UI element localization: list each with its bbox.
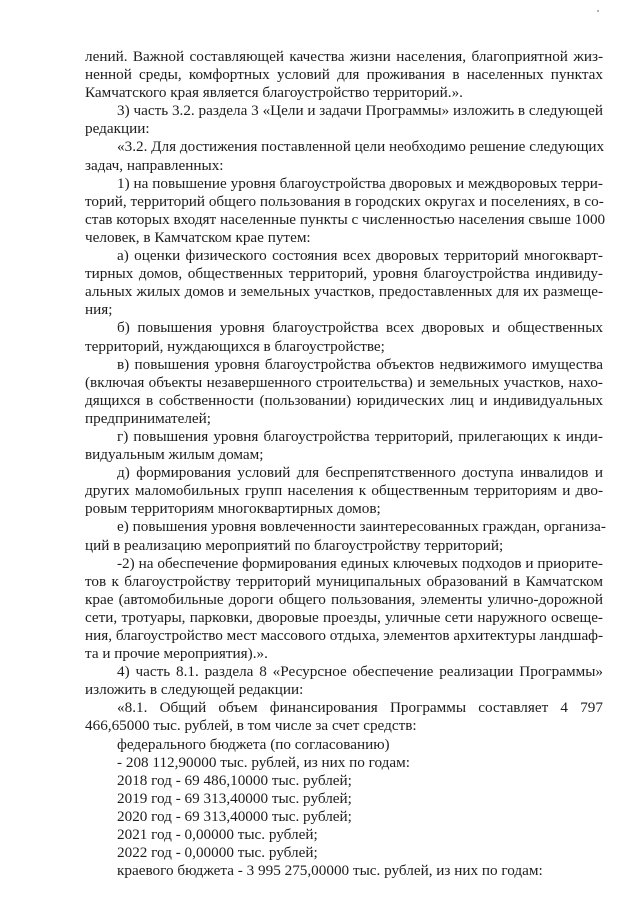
text-line: д) формирования условий для беспрепятственного доступа инвалидов и (117, 464, 603, 482)
text-line: предпринимателей; (85, 409, 211, 427)
scan-mark (597, 10, 599, 12)
text-line: ния, благоустройство мест массового отдыха, элементов архитектуры ландшаф- (85, 627, 604, 644)
text-line: -2) на обеспечение формирования единых ключевых подходов и приорите- (117, 554, 603, 572)
text-line: ровым территориям многоквартирных домов; (85, 500, 381, 518)
text-line: федерального бюджета (по согласованию) (117, 735, 390, 753)
text-line: 3) часть 3.2. раздела 3 «Цели и задачи Программы» изложить в следующей (117, 102, 603, 120)
text-line: «8.1. Общий объем финансирования Программы составляет 4 797 (117, 699, 603, 717)
text-line: альных жилых домов и земельных участков, предоставленных для их размеще- (85, 283, 603, 301)
text-line: торий, территорий общего пользования в городских округах и поселениях, в со- (85, 192, 604, 210)
text-line: задач, направленных: (85, 156, 224, 174)
text-line: а) оценки физического состояния всех дворовых территорий многокварт- (117, 247, 603, 265)
text-line: дящихся в собственности (пользовании) юридических лиц и индивидуальных (85, 391, 603, 409)
text-line: 1) на повышение уровня благоустройства дворовых и междворовых терри- (117, 174, 603, 192)
text-line: тов к благоустройству территорий муниципальных образований в Камчатском (85, 572, 603, 590)
text-line: 2020 год - 69 313,40000 тыс. рублей; (117, 807, 352, 825)
document-body (85, 48, 606, 880)
text-line: 2021 год - 0,00000 тыс. рублей; (117, 826, 318, 844)
text-line: 4) часть 8.1. раздела 8 «Ресурсное обеспечение реализации Программы» (117, 663, 603, 681)
text-line: 2018 год - 69 486,10000 тыс. рублей; (117, 771, 352, 789)
text-line: - 208 112,90000 тыс. рублей, из них по годам: (117, 753, 410, 771)
text-line: тирных домов, общественных территорий, уровня благоустройства индивиду- (85, 265, 603, 283)
text-line: видуальным жилым домам; (85, 446, 264, 464)
text-line: 2022 год - 0,00000 тыс. рублей; (117, 844, 318, 862)
text-line: сети, тротуары, парковки, дворовые проезды, уличные сети наружного освеще- (85, 608, 603, 626)
text-line: редакции: (85, 120, 150, 138)
text-line: «3.2. Для достижения поставленной цели необходимо решение следующих (117, 138, 605, 156)
text-line: в) повышения уровня благоустройства объектов недвижимого имущества (117, 355, 603, 373)
text-line: изложить в следующей редакции: (85, 681, 304, 699)
text-line: лений. Важной составляющей качества жизни населения, благоприятной жиз- (85, 48, 603, 65)
text-line: человек, в Камчатском крае путем: (85, 228, 311, 246)
text-line: став которых входят населенные пункты с численностью населения свыше 1000 (85, 210, 606, 228)
text-line: (включая объекты незавершенного строительства) и земельных участков, нахо- (85, 373, 603, 391)
text-line: других маломобильных групп населения к общественным территориям и дво- (85, 482, 603, 500)
text-line: ненной среды, комфортных условий для проживания в населенных пунктах (85, 66, 603, 84)
text-line: краевого бюджета - 3 995 275,00000 тыс. рублей, из них по годам: (117, 862, 543, 880)
text-line: 466,65000 тыс. рублей, в том числе за счет средств: (85, 717, 417, 735)
text-line: г) повышения уровня благоустройства территорий, прилегающих к инди- (117, 427, 603, 445)
text-line: Камчатского края является благоустройство территорий.». (85, 84, 463, 102)
text-line: та и прочие мероприятия).». (85, 645, 268, 663)
text-line: территорий, нуждающихся в благоустройстве; (85, 337, 385, 355)
text-line: ния; (85, 301, 113, 319)
text-line: 2019 год - 69 313,40000 тыс. рублей; (117, 789, 352, 807)
text-line: е) повышения уровня вовлеченности заинтересованных граждан, организа- (117, 518, 606, 536)
text-line: б) повышения уровня благоустройства всех дворовых и общественных (117, 319, 603, 337)
text-line: крае (автомобильные дороги общего пользования, элементы улично-дорожной (85, 590, 603, 608)
text-line: ций в реализацию мероприятий по благоустройству территорий; (85, 536, 504, 554)
